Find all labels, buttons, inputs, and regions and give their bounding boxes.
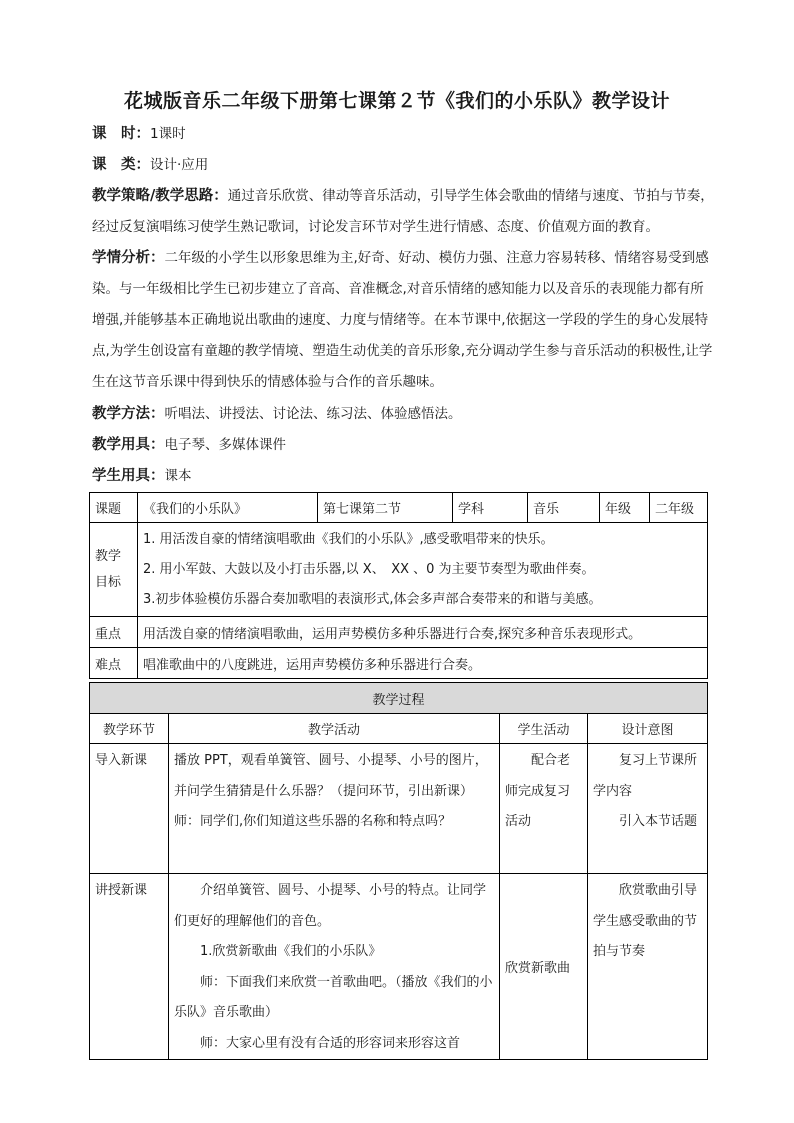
difficulty-text: 唱准歌曲中的八度跳进，运用声势模仿多种乐器进行合奏。 (138, 648, 708, 679)
analysis-paragraph (92, 242, 714, 398)
goals-row (90, 523, 708, 617)
goal-item: 3.初步体验模仿乐器合奏加歌唱的表演形式,体会多声部合奏带来的和谐与美感。 (143, 591, 602, 607)
teacher-tools-line (92, 429, 712, 461)
activity-paragraph: 师：同学们,你们知道这些乐器的名称和特点吗？ (174, 814, 452, 829)
subject-label: 学科 (453, 493, 528, 523)
goal-item: 2. 用小军鼓、大鼓以及小打击乐器,以 X、 XX 、0 为主要节奏型为歌曲伴奏。 (143, 561, 595, 577)
intent-paragraph: 复习上节课所学内容 (593, 753, 698, 799)
period-line (92, 118, 712, 150)
stage-cell: 导入新课 (90, 744, 169, 874)
teacher-tools-text: 电子琴、多媒体课件 (164, 437, 286, 453)
student-tools-line (92, 460, 712, 492)
goals-label: 教学目标 (90, 523, 138, 617)
method-text: 听唱法、讲授法、讨论法、练习法、体验感悟法。 (164, 406, 462, 422)
difficulty-label: 难点 (90, 648, 138, 679)
activity-paragraph: 师：下面我们来欣赏一首歌曲吧。（播放《我们的小乐队》音乐歌曲） (174, 974, 493, 1020)
header-intent: 设计意图 (588, 714, 708, 744)
difficulty-row (90, 648, 708, 679)
strategy-label: 教学策略/教学思路： (92, 187, 228, 204)
grade-label: 年级 (600, 493, 650, 523)
header-stage: 教学环节 (90, 714, 169, 744)
activity-paragraph: 1.欣赏新歌曲《我们的小乐队》 (200, 944, 382, 959)
activity-paragraph: 介绍单簧管、圆号、小提琴、小号的特点。让同学们更好的理解他们的音色。 (174, 883, 487, 929)
teaching-process-table (89, 682, 708, 1060)
strategy-text: 通过音乐欣赏、律动等音乐活动，引导学生体会歌曲的情绪与速度、节拍与节奏，经过反复演唱练习使学生熟记歌词，讨论发言环节对学生进行情感、态度、价值观方面的教育。 (92, 188, 714, 235)
type-line (92, 149, 712, 181)
type-value: 设计·应用 (150, 157, 209, 173)
activity-cell (169, 744, 500, 874)
header-activity: 教学活动 (169, 714, 500, 744)
analysis-text: 二年级的小学生以形象思维为主,好奇、好动、模仿力强、注意力容易转移、情绪容易受到感染。与一年级相比学生已初步建立了音高、音准概念,对音乐情绪的感知能力以及音乐的表现能力都有所增强,并能够基本正确地说出歌曲的速度、力度与情绪等。在本节课中,依据这一学段的学生的身心发展特点,为学生创设富有童趣的教学情境、塑造生动优美的音乐形象,充分调动学生参与音乐活动的积极性,让学生在这节音乐课中得到快乐的情感体验与合作的音乐趣味。 (92, 250, 713, 390)
analysis-label: 学情分析： (92, 249, 165, 266)
topic-label: 课题 (90, 493, 138, 523)
intent-paragraph: 欣赏歌曲引导学生感受歌曲的节拍与节奏 (593, 883, 698, 959)
topic-value: 《我们的小乐队》 (138, 493, 318, 523)
topic-row (90, 493, 708, 523)
type-label: 课 类： (92, 156, 150, 173)
stage-cell: 讲授新课 (90, 874, 169, 1060)
process-header-row (90, 714, 708, 744)
student-tools-label: 学生用具： (92, 467, 165, 484)
activity-paragraph: 播放 PPT，观看单簧管、圆号、小提琴、小号的图片，并问学生猜猜是什么乐器？（提问环节，引出新课） (174, 753, 488, 799)
grade-value: 二年级 (650, 493, 708, 523)
process-row-new-lesson (90, 874, 708, 1060)
subject-value: 音乐 (528, 493, 600, 523)
key-row (90, 617, 708, 648)
period-label: 课 时： (92, 125, 150, 142)
method-line (92, 398, 712, 430)
document-title: 花城版音乐二年级下册第七课第２节《我们的小乐队》教学设计 (123, 90, 670, 112)
header-student: 学生活动 (500, 714, 588, 744)
teacher-tools-label: 教学用具： (92, 436, 165, 453)
key-label: 重点 (90, 617, 138, 648)
goal-item: 1. 用活泼自豪的情绪演唱歌曲《我们的小乐队》,感受歌唱带来的快乐。 (143, 531, 554, 547)
process-title-row (90, 683, 708, 714)
student-cell: 欣赏新歌曲 (500, 874, 588, 1060)
process-section-title: 教学过程 (90, 683, 708, 714)
intent-cell (588, 744, 708, 874)
process-row-intro (90, 744, 708, 874)
student-tools-text: 课本 (164, 468, 192, 484)
lesson-value: 第七课第二节 (318, 493, 453, 523)
intent-paragraph: 引入本节话题 (619, 814, 698, 829)
period-value: 1课时 (150, 126, 186, 142)
activity-cell (169, 874, 500, 1060)
lesson-info-table (89, 492, 708, 679)
method-label: 教学方法： (92, 405, 165, 422)
student-cell: 配合老师完成复习活动 (500, 744, 588, 874)
goals-cell (138, 523, 708, 617)
strategy-paragraph (92, 180, 714, 243)
key-text: 用活泼自豪的情绪演唱歌曲，运用声势模仿多种乐器进行合奏,探究多种音乐表现形式。 (138, 617, 708, 648)
activity-paragraph: 师：大家心里有没有合适的形容词来形容这首 (200, 1035, 461, 1051)
intent-cell (588, 874, 708, 1060)
